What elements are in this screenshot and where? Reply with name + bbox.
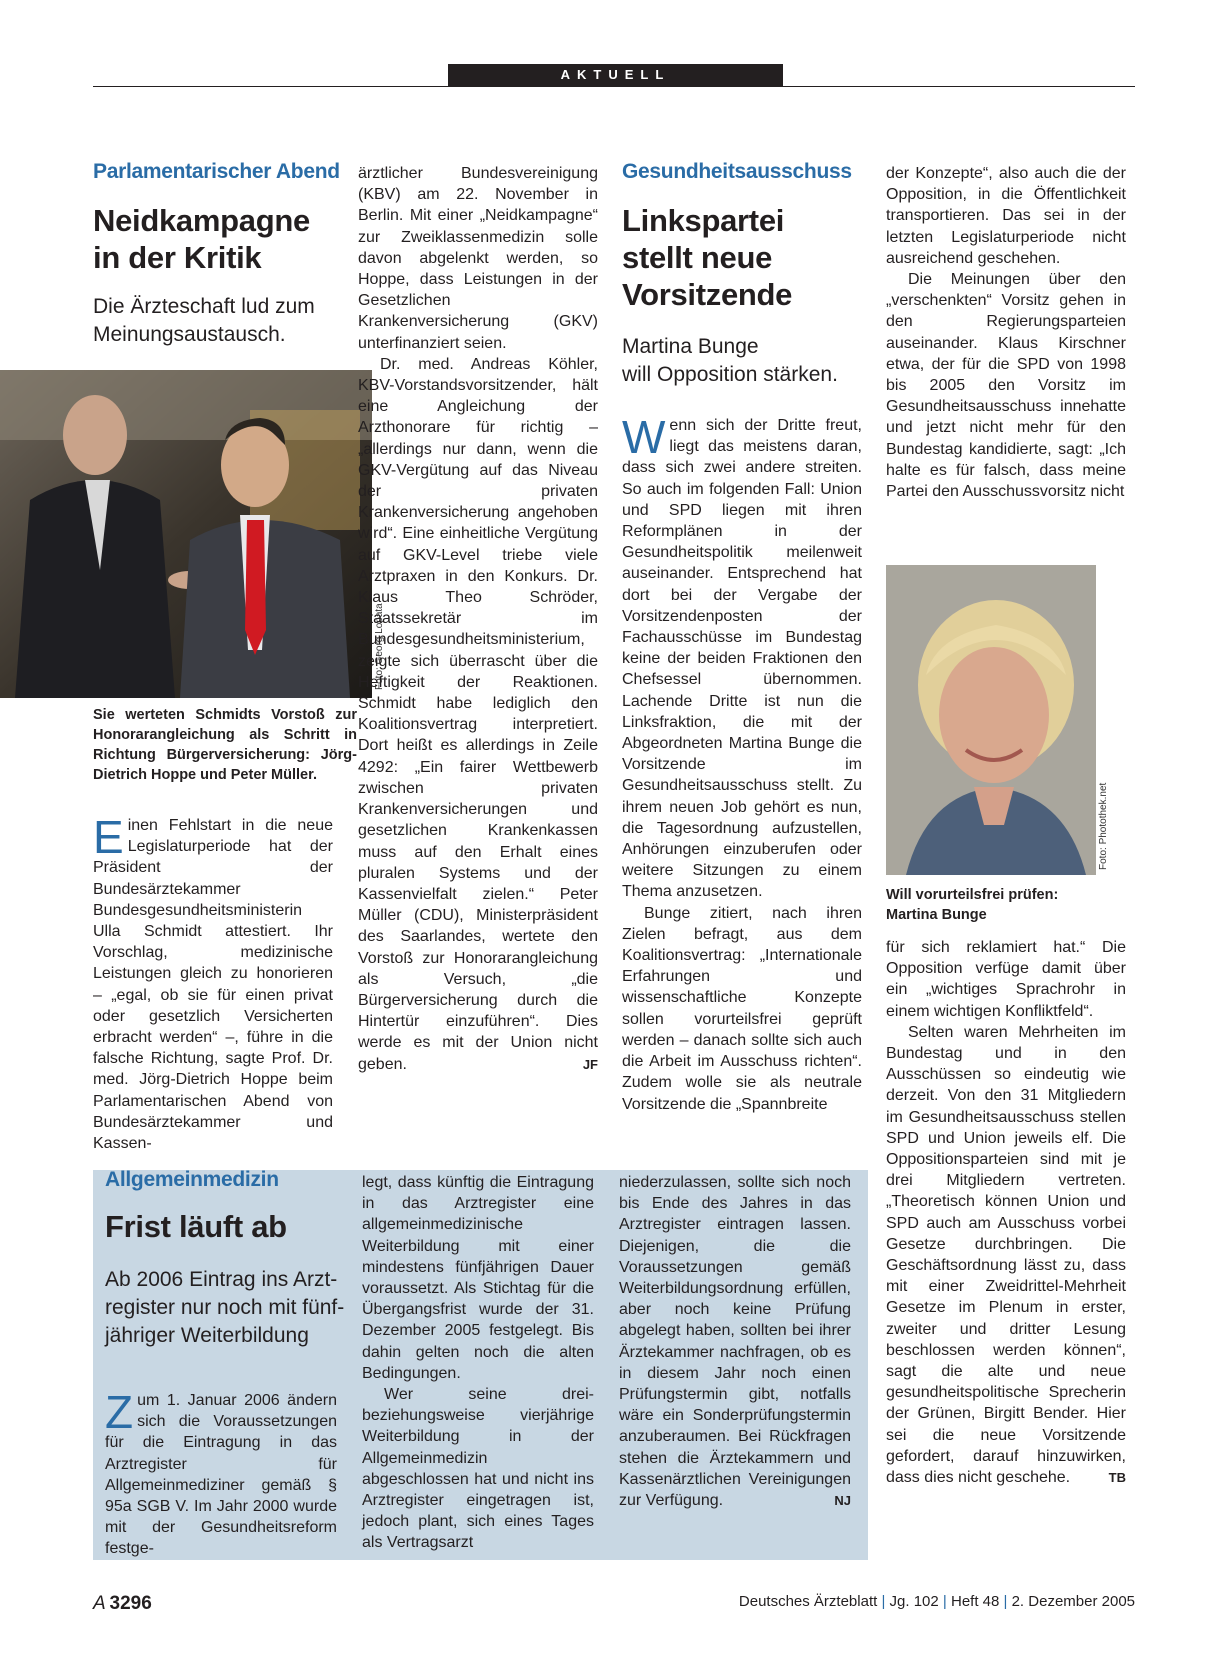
article1-subhead: Die Ärzteschaft lud zum Meinungsaustausch.	[93, 295, 315, 346]
article1-body-col2: ärztlicher Bundesvereinigung (KBV) am 22. November in Berlin. Mit einer „Neidkampagne“ zur Zweiklassenmedizin solle davon abgelenkt werden, so Hoppe, dass Leistungen in der Gesetzlichen Krankenversicherung (GKV) unterfinanziert seien. Dr. med. Andreas Köhler, KBV-Vorstandsvorsitzender, hält eine Angleichung der Arzthonorare für richtig – „allerdings nur dann, wenn die GKV-Vergütung auf das Niveau der privaten Krankenversicherung angehoben wird“. Eine einheitliche Vergütung auf GKV-Level triebe viele Arztpraxen in den Konkurs. Dr. Klaus Theo Schröder, Staatssekretär im Bundesgesundheitsministerium, zeigte sich überrascht über die Heftigkeit der Reaktionen. Schmidt habe lediglich den Koalitionsvertrag interpretiert. Dort heißt es allerdings in Zeile 4292: „Ein fairer Wettbewerb zwischen privaten Krankenversicherungen und gesetzlichen Krankenkassen muss auf den Erhalt eines pluralen Systems und der Kassenvielfalt zielen.“ Peter Müller (CDU), Ministerpräsident des Saarlandes, wertete den Vorstoß zur Honorarangleichung als Versuch, „die Bürgerversicherung durch die Hintertür einzuführen“. Dies werde es mit der Union nicht geben. JF	[358, 163, 598, 1075]
article1-kicker: Parlamentarischer Abend	[93, 160, 340, 183]
photo-credit: Foto: Georg Lopata	[374, 603, 385, 690]
dropcap: W	[622, 411, 666, 463]
dropcap: E	[93, 811, 124, 863]
author-signature: TB	[1108, 1470, 1126, 1486]
author-signature: NJ	[834, 1493, 851, 1509]
section-label: AKTUELL	[448, 64, 783, 86]
article3-body-col3: niederzulassen, sollte sich noch bis Ende des Jahres in das Arztregister eintragen lassen. Diejenigen, die die Voraussetzungen gemäß Weiterbildungsordnung erfüllen, aber noch keine Prüfung abgelegt haben, sollten bei ihrer Ärztekammer nachfragen, ob es in diesem Jahr noch einen Prüfungstermin gibt, notfalls wäre ein Sonderprüfungstermin anzuberaumen. Bei Rückfragen stehen die Ärztekammern und Kassenärztlichen Vereinigungen zur Verfügung. NJ	[619, 1172, 851, 1511]
article2-body-col4-bottom: für sich reklamiert hat.“ Die Opposition verfüge damit über ein „wichtiges Sprachrohr in einem wichtigen Konfliktfeld“. Selten waren Mehrheiten im Bundestag und in den Ausschüssen so eindeutig wie derzeit. Von den 31 Mitgliedern im Gesundheitsausschuss stellen SPD und Union jeweils elf. Die Oppositionsparteien sind mit je drei Mitgliedern vertreten. „Theoretisch können Union und SPD auch am Ausschuss vorbei Gesetze durchbringen. Die Geschäftsordnung lässt zu, dass mit einer Zweidrittel-Mehrheit Gesetze im Plenum in erster, zweiter und dritter Lesung beschlossen werden können“, sagt die alte und neue gesundheitspolitische Sprecherin der Grünen, Birgitt Bender. Hier sei die neue Vorsitzende gefordert, darauf hinzuwirken, dass dies nicht geschehe. TB	[886, 937, 1126, 1488]
photo-credit: Foto: Photothek.net	[1098, 782, 1109, 870]
article2-kicker: Gesundheitsausschuss	[622, 160, 852, 183]
photo-hoppe-mueller	[0, 370, 372, 698]
article2-subhead: Martina Bunge will Opposition stärken.	[622, 335, 838, 386]
photo-martina-bunge	[886, 565, 1096, 875]
photo-caption: Will vorurteilsfrei prüfen: Martina Bunge	[886, 887, 1059, 923]
article2-body-col3: Wenn sich der Dritte freut, liegt das meistens daran, dass sich zwei andere streiten. So auch im folgenden Fall: Union und SPD liegen mit ihren Reformplänen in der Gesundheitspolitik meilenweit auseinander. Entsprechend hat dort bei der Vergabe der Vorsitzendenposten der Fachausschüsse im Bundestag keine der beiden Fraktionen den Chefsessel übernommen. Lachende Dritte ist nun die Linksfraktion, die mit der Abgeordneten Martina Bunge die Vorsitzende im Gesundheitsausschuss stellt. Zu ihrem neuen Job gehört es nun, die Tagesordnung aufzustellen, Anhörungen einzuberufen oder weitere Sitzungen zu einem Thema anzusetzen. Bunge zitiert, nach ihren Zielen befragt, aus dem Koalitionsvertrag: „Internationale Erfahrungen und wissenschaftliche Konzepte sollen vorurteilsfrei geprüft werden – danach sollte sich auch die Arbeit im Ausschuss richten“. Zudem wolle sie als neutrale Vorsitzende die „Spannbreite	[622, 411, 862, 1113]
article3-kicker: Allgemeinmedizin	[105, 1168, 279, 1191]
author-signature: JF	[582, 1056, 598, 1072]
article1-body-col1: Einen Fehlstart in die neue Legislaturperiode hat der Präsident der Bundesärztekammer Bundesgesundheitsministerin Ulla Schmidt attestiert. Ihr Vorschlag, medizinische Leistungen gleich zu honorieren – „egal, ob sie für einen privat oder gesetzlich Versicherten erbracht werden“ –, führe in die falsche Richtung, sagte Prof. Dr. med. Jörg-Dietrich Hoppe beim Parlamentarischen Abend von Bundesärztekammer und Kassen-	[93, 811, 333, 1153]
dropcap: Z	[105, 1386, 134, 1438]
page-number: A 3296	[93, 1593, 152, 1614]
article2-body-col4-top: der Konzepte“, also auch die der Opposition, in die Öffentlichkeit transportieren. Das sei in der letzten Legislaturperiode nicht ausreichend geschehen. Die Meinungen über den „verschenkten“ Vorsitz gehen in den Regierungsparteien auseinander. Klaus Kirschner etwa, der für die SPD von 1998 bis 2005 den Vorsitz im Gesundheitsausschuss innehatte und jetzt nicht mehr für den Bundestag kandidierte, sagt: „Ich halte es für falsch, dass meine Partei den Ausschussvorsitz nicht	[886, 165, 1126, 501]
article3-headline: Frist läuft ab	[105, 1209, 287, 1244]
article1-headline: Neidkampagne in der Kritik	[93, 203, 310, 275]
article3-body-col2: legt, dass künftig die Eintragung in das Arztregister eine allgemeinmedizinische Weiterbildung mit einer mindestens fünfjährigen Dauer voraussetzt. Als Stichtag für die Übergangsfrist wurde der 31. Dezember 2005 festgelegt. Bis dahin gelten noch die alten Bedingungen. Wer seine drei- beziehungsweise vierjährige Weiterbildung in der Allgemeinmedizin abgeschlossen hat und nicht ins Arztregister eingetragen ist, jedoch plant, sich eines Tages als Vertragsarzt	[362, 1174, 594, 1552]
header-rule	[93, 86, 1135, 87]
article3-body-col1: Zum 1. Januar 2006 ändern sich die Voraussetzungen für die Eintragung in das Arztregister für Allgemeinmediziner gemäß § 95a SGB V. Im Jahr 2000 wurde mit der Gesundheitsreform festge-	[105, 1386, 337, 1558]
footer-citation: Deutsches Ärzteblatt | Jg. 102 | Heft 48 | 2. Dezember 2005	[738, 1593, 1135, 1610]
article3-subhead: Ab 2006 Eintrag ins Arzt- register nur noch mit fünf- jähriger Weiterbildung	[105, 1268, 345, 1347]
photo-caption: Sie werteten Schmidts Vorstoß zur Honorarangleichung als Schritt in Richtung Bürgerversicherung: Jörg-Dietrich Hoppe und Peter Müller.	[93, 707, 357, 783]
article2-headline: Linkspartei stellt neue Vorsitzende	[622, 203, 793, 312]
